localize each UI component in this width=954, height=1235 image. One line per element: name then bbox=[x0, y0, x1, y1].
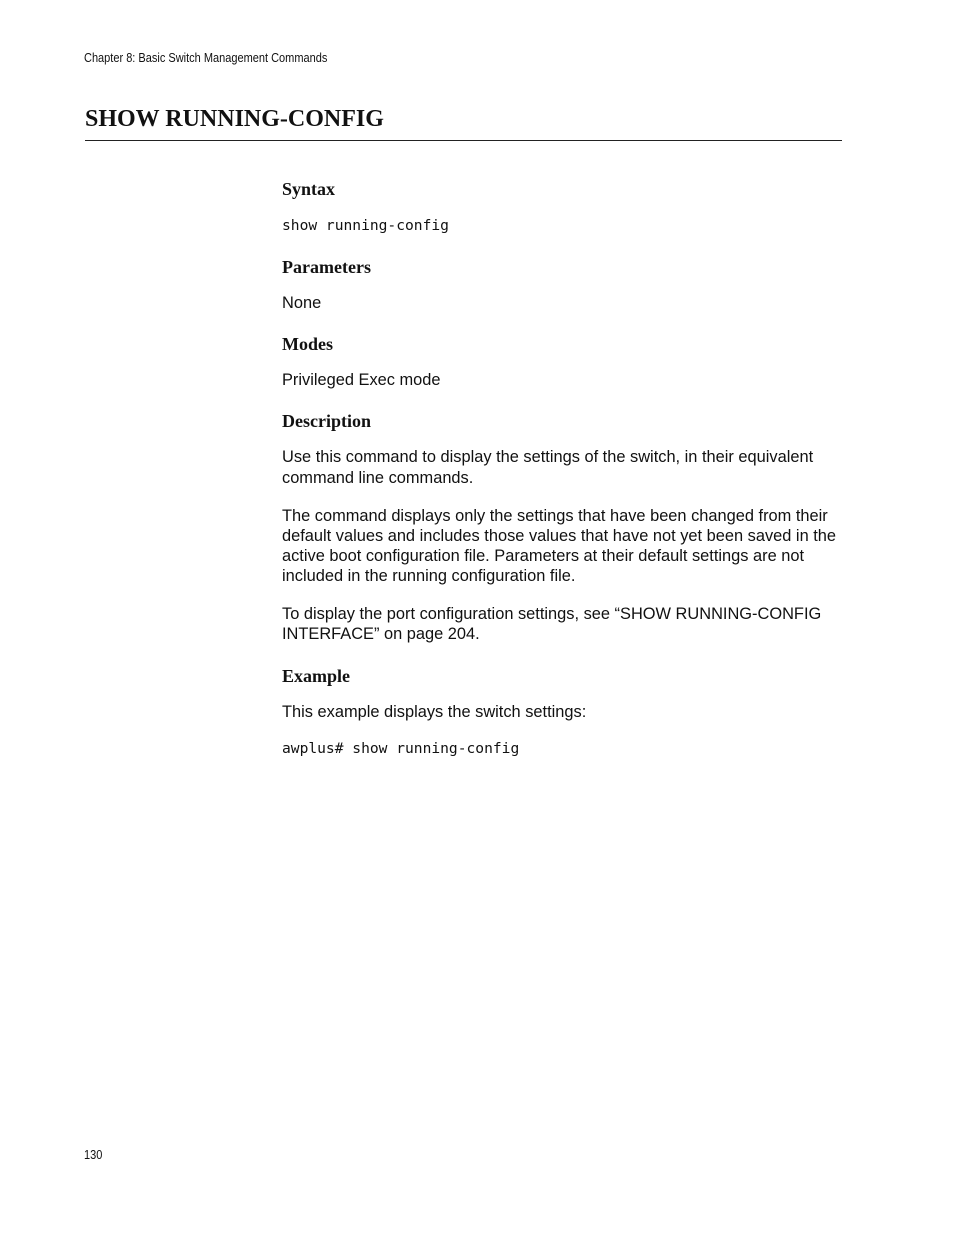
page-title: SHOW RUNNING-CONFIG bbox=[85, 106, 384, 132]
description-section bbox=[282, 409, 842, 644]
content-column bbox=[282, 177, 842, 759]
description-paragraph: Use this command to display the settings of the switch, in their equivalent command line commands. bbox=[282, 448, 814, 487]
description-paragraph: To display the port configuration settings, see “SHOW RUNNING-CONFIG INTERFACE” on page 204. bbox=[282, 604, 822, 643]
title-divider bbox=[85, 140, 842, 141]
description-paragraph: The command displays only the settings that have been changed from their default values and includes those values that have not yet been saved in the active boot configuration file. Parameters at their default settings are not included in the running configuration file. bbox=[282, 506, 837, 586]
modes-heading: Modes bbox=[282, 334, 333, 355]
running-header: Chapter 8: Basic Switch Management Commands bbox=[84, 51, 328, 65]
example-section bbox=[282, 664, 842, 759]
syntax-section bbox=[282, 177, 842, 236]
parameters-heading: Parameters bbox=[282, 257, 371, 277]
example-heading: Example bbox=[282, 666, 351, 687]
example-text: This example displays the switch settings: bbox=[282, 703, 587, 722]
syntax-heading: Syntax bbox=[282, 179, 336, 199]
syntax-code: show running-config bbox=[282, 217, 449, 234]
description-heading: Description bbox=[282, 411, 371, 432]
parameters-text: None bbox=[282, 294, 322, 312]
parameters-section bbox=[282, 255, 842, 313]
page-number: 130 bbox=[84, 1148, 103, 1162]
example-code: awplus# show running-config bbox=[282, 740, 520, 758]
modes-section bbox=[282, 332, 842, 390]
modes-text: Privileged Exec mode bbox=[282, 371, 441, 390]
